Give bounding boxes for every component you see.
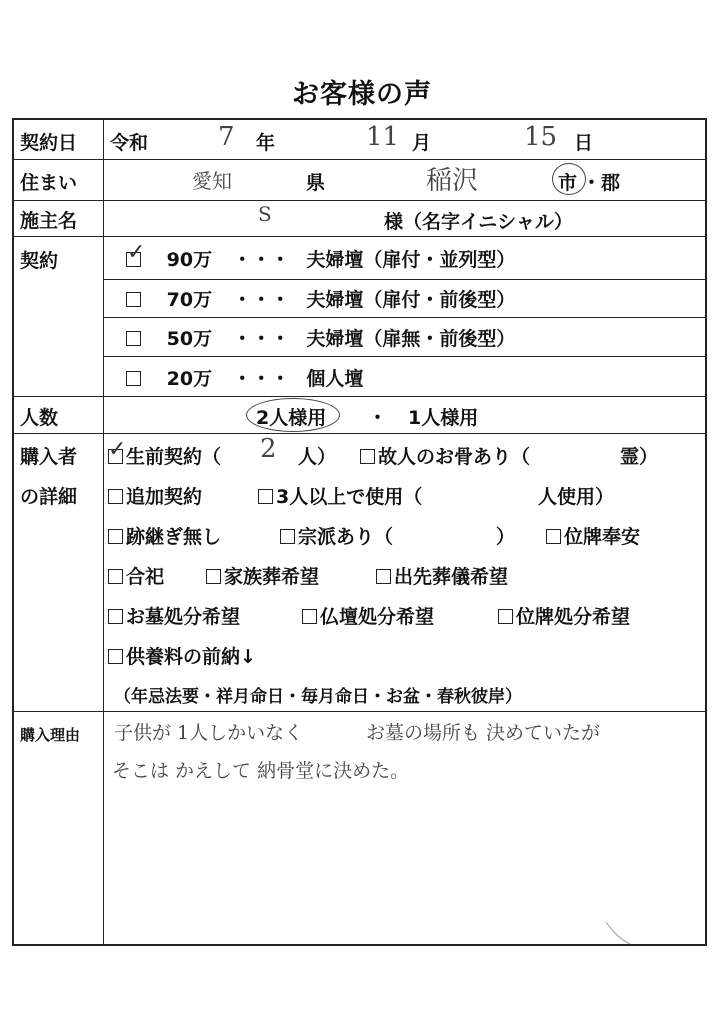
survey-form <box>12 118 707 946</box>
reason-text-line1-a[interactable]: 子供が 1人しかいなく <box>114 722 304 744</box>
detail-spirit: 霊） <box>620 446 659 468</box>
detail-ihai-label: 位牌奉安 <box>564 526 641 548</box>
checkmark-icon: ✓ <box>127 240 146 265</box>
option-desc: 夫婦壇（扉無・前後型） <box>306 328 516 350</box>
option-price: 70万 <box>166 289 213 311</box>
reason-text-line2[interactable]: そこは かえして 納骨堂に決めた。 <box>112 760 410 782</box>
era-text: 令和 <box>110 132 149 154</box>
people-option-one[interactable]: 1人様用 <box>408 407 479 429</box>
detail-family-funeral[interactable] <box>206 562 319 589</box>
checkbox[interactable] <box>546 529 561 544</box>
contract-option-90[interactable] <box>126 245 515 272</box>
detail-visiting-funeral-label: 出先葬儀希望 <box>394 566 509 588</box>
detail-joint[interactable] <box>108 562 164 589</box>
detail-three-or-more[interactable] <box>258 482 422 509</box>
row-divider <box>14 396 705 397</box>
checkbox[interactable] <box>258 489 273 504</box>
people-label: 人数 <box>20 407 59 429</box>
contract-date-label: 契約日 <box>20 132 78 154</box>
option-desc: 個人壇 <box>306 368 364 390</box>
detail-sect[interactable] <box>280 522 393 549</box>
contract-option-divider <box>103 356 705 357</box>
row-divider <box>14 200 705 201</box>
label-column-divider <box>103 120 104 944</box>
detail-three-or-more-label: 3人以上で使用（ <box>276 486 423 508</box>
checkbox[interactable] <box>280 529 295 544</box>
option-dots: ・・・ <box>232 368 290 390</box>
pre-contract-close: 人） <box>298 446 337 468</box>
checkbox[interactable] <box>126 292 141 307</box>
purchaser-label-line1: 購入者 <box>20 446 78 468</box>
reason-label: 購入理由 <box>20 726 81 744</box>
detail-joint-label: 合祀 <box>126 566 165 588</box>
detail-offering-prepay[interactable] <box>108 642 256 669</box>
contract-option-70[interactable] <box>126 285 515 312</box>
detail-deceased-bones-label: 故人のお骨あり（ <box>378 446 531 468</box>
option-price: 90万 <box>166 249 213 271</box>
row-divider <box>14 433 705 434</box>
prefecture-value[interactable]: 愛知 <box>192 169 232 193</box>
option-price: 50万 <box>166 328 213 350</box>
page-title: お客様の声 <box>292 79 432 110</box>
detail-no-successor[interactable] <box>108 522 221 549</box>
option-price: 20万 <box>166 368 213 390</box>
option-dots: ・・・ <box>232 249 290 271</box>
owner-suffix: 様（名字イニシャル） <box>384 211 573 233</box>
owner-name-label: 施主名 <box>20 210 78 232</box>
row-divider <box>14 236 705 237</box>
month-unit: 月 <box>412 132 432 154</box>
detail-sect-label: 宗派あり（ <box>298 526 394 548</box>
address-label: 住まい <box>20 172 78 194</box>
detail-family-funeral-label: 家族葬希望 <box>224 566 320 588</box>
memorial-note: （年忌法要・祥月命日・毎月命日・お盆・春秋彼岸） <box>114 687 522 707</box>
detail-sect-close: ） <box>496 526 516 548</box>
county-unit: ・郡 <box>582 172 621 194</box>
option-desc: 夫婦壇（扉付・並列型） <box>306 249 516 271</box>
stray-pen-mark <box>604 920 634 948</box>
checkbox[interactable] <box>108 649 123 664</box>
detail-offering-prepay-label: 供養料の前納↓ <box>126 646 256 668</box>
checkbox[interactable] <box>498 609 513 624</box>
people-option-two[interactable]: 2人様用 <box>256 407 327 429</box>
row-divider <box>14 711 705 712</box>
city-value[interactable]: 稲沢 <box>426 166 479 196</box>
checkbox[interactable] <box>108 609 123 624</box>
year-value[interactable]: 7 <box>218 122 235 152</box>
detail-additional-contract[interactable] <box>108 482 202 509</box>
option-desc: 夫婦壇（扉付・前後型） <box>306 289 516 311</box>
year-unit: 年 <box>256 132 276 154</box>
checkbox[interactable] <box>360 449 375 464</box>
detail-grave-disposal-label: お墓処分希望 <box>126 606 241 628</box>
reason-text-line1-b[interactable]: お墓の場所も 決めていたが <box>366 722 601 744</box>
city-unit: 市 <box>558 172 578 194</box>
contract-label: 契約 <box>20 250 59 272</box>
pre-contract-count[interactable]: 2 <box>260 434 277 464</box>
people-separator: ・ <box>368 407 388 429</box>
detail-no-successor-label: 跡継ぎ無し <box>126 526 222 548</box>
detail-visiting-funeral[interactable] <box>376 562 508 589</box>
contract-option-20[interactable] <box>126 364 363 391</box>
checkbox[interactable] <box>108 569 123 584</box>
checkmark-icon: ✓ <box>108 437 127 462</box>
checkbox[interactable] <box>126 371 141 386</box>
month-value[interactable]: 11 <box>366 122 400 152</box>
detail-grave-disposal[interactable] <box>108 602 240 629</box>
contract-option-divider <box>103 317 705 318</box>
day-unit: 日 <box>574 132 594 154</box>
prefecture-unit: 県 <box>306 172 326 194</box>
option-dots: ・・・ <box>232 289 290 311</box>
owner-initial-value[interactable]: S <box>258 202 272 226</box>
row-divider <box>14 159 705 160</box>
detail-deceased-bones[interactable] <box>360 442 530 469</box>
checkbox[interactable] <box>108 489 123 504</box>
detail-additional-contract-label: 追加契約 <box>126 486 203 508</box>
checkbox[interactable] <box>376 569 391 584</box>
contract-option-divider <box>103 279 705 280</box>
detail-pre-contract-label: 生前契約（ <box>126 446 222 468</box>
option-dots: ・・・ <box>232 328 290 350</box>
purchaser-label-line2: の詳細 <box>20 486 78 508</box>
detail-ihai-disposal-label: 位牌処分希望 <box>516 606 631 628</box>
contract-option-50[interactable] <box>126 324 515 351</box>
detail-altar-disposal[interactable] <box>302 602 434 629</box>
checkbox[interactable] <box>126 331 141 346</box>
detail-ihai-disposal[interactable] <box>498 602 630 629</box>
checkbox[interactable] <box>206 569 221 584</box>
checkbox[interactable] <box>302 609 317 624</box>
detail-ihai[interactable] <box>546 522 640 549</box>
day-value[interactable]: 15 <box>524 122 558 152</box>
detail-person-use: 人使用） <box>538 486 615 508</box>
checkbox[interactable] <box>108 529 123 544</box>
detail-altar-disposal-label: 仏壇処分希望 <box>320 606 435 628</box>
